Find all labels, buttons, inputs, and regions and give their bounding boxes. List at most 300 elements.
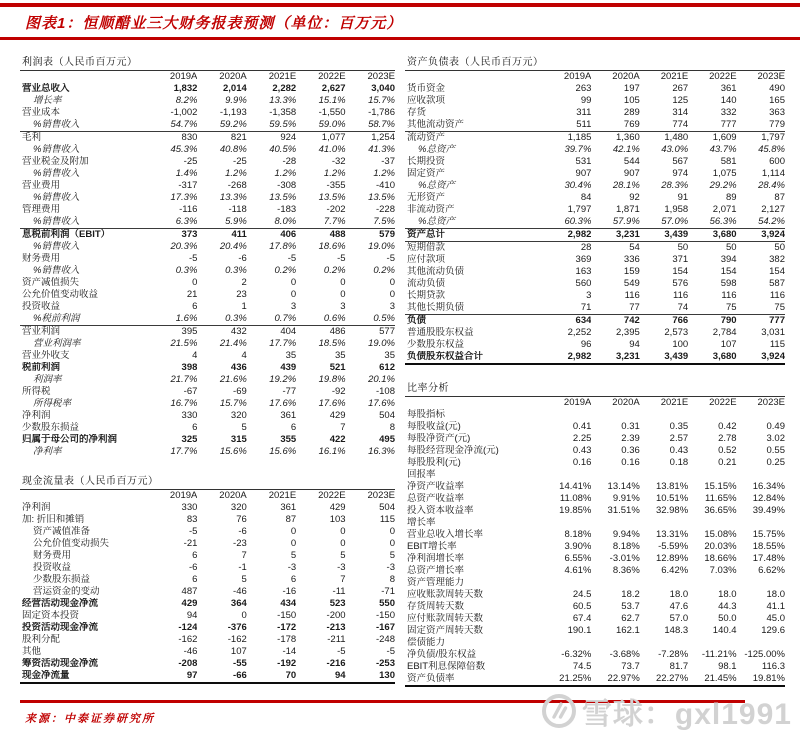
row-label: 总资产增长率 xyxy=(407,565,465,576)
cell-value: 129.6 xyxy=(761,625,785,636)
table-row xyxy=(405,637,785,649)
row-label: 投资收益 xyxy=(33,562,72,573)
row-label: %总资产 xyxy=(418,216,455,227)
cell-value: -7.28% xyxy=(658,649,689,660)
cell-value: -5 xyxy=(337,646,346,657)
cell-value: -5 xyxy=(337,253,346,264)
cell-value: -25 xyxy=(233,156,247,167)
cell-value: -150 xyxy=(277,610,297,621)
year-header: 2023E xyxy=(757,397,785,408)
cell-value: 28 xyxy=(580,242,592,253)
cell-value: 777 xyxy=(720,119,737,130)
cell-value: 130 xyxy=(346,670,395,683)
table-row xyxy=(405,242,785,255)
cell-value: 267 xyxy=(672,83,689,94)
cell-value: -3 xyxy=(386,562,395,573)
table-row xyxy=(20,204,395,216)
cell-value: 18.6% xyxy=(318,241,346,252)
table-row xyxy=(405,132,785,145)
xueqiu-watermark xyxy=(541,689,792,733)
cell-value: 18.0 xyxy=(669,589,689,600)
cell-value: 20.3% xyxy=(170,241,198,252)
cell-value: 0.43 xyxy=(669,445,689,456)
table-row xyxy=(20,634,395,646)
cell-value: 4 xyxy=(192,350,198,361)
table-row xyxy=(405,541,785,553)
table-row xyxy=(405,266,785,278)
cell-value: 47.6 xyxy=(669,601,689,612)
cell-value: 116 xyxy=(769,290,785,301)
table-row xyxy=(405,457,785,469)
cell-value: 766 xyxy=(640,315,688,328)
cell-value: 6.3% xyxy=(175,216,198,227)
cell-value: 75 xyxy=(774,302,785,313)
cell-value: 523 xyxy=(329,598,346,609)
cell-value: 382 xyxy=(769,254,785,265)
cell-value: 355 xyxy=(280,434,297,445)
table-row xyxy=(405,445,785,457)
cell-value: 74.5 xyxy=(572,661,592,672)
row-label: 净利率 xyxy=(33,446,62,457)
cell-value: -1,193 xyxy=(219,107,247,118)
cell-value: 50 xyxy=(774,242,785,253)
cell-value: 94 xyxy=(296,670,345,683)
table-row xyxy=(405,254,785,266)
row-label: 流动资产 xyxy=(405,132,543,145)
cell-value: 429 xyxy=(329,410,346,421)
cell-value: 404 xyxy=(247,326,296,339)
table-row xyxy=(405,409,785,421)
cell-value: 20.1% xyxy=(368,374,395,385)
cell-value: 20.03% xyxy=(704,541,737,552)
row-label: 股利分配 xyxy=(22,634,61,645)
cell-value: -1,002 xyxy=(170,107,198,118)
cell-value: 1.2% xyxy=(373,168,395,179)
row-label: 息税前利润（EBIT） xyxy=(20,229,148,242)
cell-value: 3,924 xyxy=(737,229,785,242)
table-row xyxy=(405,144,785,156)
cell-value: 17.48% xyxy=(752,553,785,564)
cell-value: -108 xyxy=(375,386,395,397)
table-row xyxy=(20,502,395,514)
cell-value: 57.9% xyxy=(612,216,640,227)
cell-value: 56.3% xyxy=(709,216,737,227)
table-title: 比率分析 xyxy=(405,378,785,397)
cell-value: -16 xyxy=(282,586,297,597)
cell-value: 14.41% xyxy=(559,481,592,492)
cell-value: 3,680 xyxy=(688,351,736,364)
cell-value: 5 xyxy=(241,422,247,433)
cell-value: 3,924 xyxy=(737,351,785,364)
cell-value: 924 xyxy=(247,132,296,145)
table-row xyxy=(20,446,395,458)
cell-value: 7 xyxy=(241,550,247,561)
cell-value: 488 xyxy=(296,229,345,242)
cell-value: 0.16 xyxy=(621,457,640,468)
cell-value: 2.57 xyxy=(669,433,689,444)
table-row xyxy=(405,469,785,481)
cell-value: 116 xyxy=(624,290,640,301)
cell-value: -6 xyxy=(238,253,247,264)
row-label: 负债股东权益合计 xyxy=(405,351,543,364)
section-label: 增长率 xyxy=(407,517,436,528)
cell-value: 21.5% xyxy=(170,338,198,349)
cell-value: -183 xyxy=(277,204,297,215)
cell-value: 57.0% xyxy=(661,216,689,227)
table-row xyxy=(20,216,395,229)
cell-value: 1,609 xyxy=(688,132,736,145)
row-label: 固定资本投资 xyxy=(22,610,80,621)
row-label: 每股股利(元) xyxy=(407,457,461,468)
row-label: 存货周转天数 xyxy=(407,601,465,612)
row-label: 加: 折旧和摊销 xyxy=(22,514,85,525)
cell-value: 325 xyxy=(181,434,198,445)
cell-value: 2.25 xyxy=(572,433,592,444)
report-figure xyxy=(0,3,800,733)
cell-value: 550 xyxy=(379,598,395,609)
cell-value: 96 xyxy=(580,339,592,350)
row-label: 所得税率 xyxy=(33,398,72,409)
table-row xyxy=(20,350,395,362)
year-header: 2021E xyxy=(268,490,297,501)
cell-value: 0.2% xyxy=(323,265,346,276)
cell-value: 60.5 xyxy=(572,601,592,612)
cell-value: 7.03% xyxy=(709,565,737,576)
row-label: 每股净资产(元) xyxy=(407,433,471,444)
cell-value: 100 xyxy=(672,339,689,350)
year-header: 2019A xyxy=(563,397,592,408)
table-row xyxy=(405,180,785,192)
cell-value: 1,480 xyxy=(640,132,688,145)
cell-value: 13.3% xyxy=(219,192,247,203)
cell-value: 2,127 xyxy=(761,204,785,215)
cell-value: 0 xyxy=(340,277,346,288)
cell-value: 154 xyxy=(769,266,785,277)
cell-value: 0.43 xyxy=(572,445,592,456)
cell-value: 777 xyxy=(737,315,785,328)
cell-value: 0.49 xyxy=(766,421,785,432)
cell-value: 600 xyxy=(769,156,785,167)
cell-value: -192 xyxy=(277,658,297,669)
cell-value: 363 xyxy=(769,107,785,118)
cell-value: 487 xyxy=(181,586,198,597)
cell-value: 5 xyxy=(290,550,297,561)
cell-value: 974 xyxy=(672,168,689,179)
cell-value: -3.68% xyxy=(609,649,640,660)
cell-value: 17.7% xyxy=(170,446,198,457)
cell-value: 115 xyxy=(769,339,785,350)
cell-value: 197 xyxy=(623,83,640,94)
table-row xyxy=(20,132,395,145)
cell-value: 18.0 xyxy=(766,589,785,600)
table-row xyxy=(405,661,785,673)
cell-value: 89 xyxy=(725,192,737,203)
table-row xyxy=(405,649,785,661)
cell-value: 581 xyxy=(720,156,737,167)
cell-value: -5.59% xyxy=(658,541,689,552)
cell-value: 13.31% xyxy=(655,529,689,540)
table-row xyxy=(20,229,395,242)
cell-value: 15.15% xyxy=(704,481,737,492)
cell-value: 45.3% xyxy=(170,144,198,155)
row-label: %销售收入 xyxy=(33,119,80,130)
cell-value: 107 xyxy=(720,339,737,350)
table-row xyxy=(20,374,395,386)
cell-value: 336 xyxy=(623,254,640,265)
row-label: 短期借款 xyxy=(407,242,446,253)
cell-value: 92 xyxy=(629,192,640,203)
cell-value: 31.51% xyxy=(607,505,640,516)
cell-value: 91 xyxy=(677,192,689,203)
cell-value: 116 xyxy=(673,290,689,301)
cell-value: 531 xyxy=(575,156,592,167)
cell-value: 830 xyxy=(148,132,197,145)
cell-value: 59.0% xyxy=(318,119,346,130)
cell-value: -162 xyxy=(227,634,247,645)
cell-value: 140 xyxy=(720,95,737,106)
row-label: 增长率 xyxy=(33,95,62,106)
cell-value: 1.6% xyxy=(175,313,198,324)
table-row xyxy=(405,421,785,433)
year-header: 2022E xyxy=(318,71,346,82)
cell-value: 28.4% xyxy=(758,180,785,191)
header-spacer xyxy=(405,397,543,409)
cell-value: 560 xyxy=(575,278,592,289)
cell-value: 125 xyxy=(672,95,689,106)
year-header: 2023E xyxy=(367,490,395,501)
cell-value: 54.2% xyxy=(758,216,785,227)
cell-value: -67 xyxy=(183,386,198,397)
table-row xyxy=(20,362,395,374)
cell-value: 0.7% xyxy=(274,313,297,324)
cell-value: -92 xyxy=(331,386,346,397)
cell-value: 62.7 xyxy=(621,613,640,624)
table-row xyxy=(405,327,785,339)
table-row xyxy=(405,119,785,132)
cell-value: 6 xyxy=(290,422,297,433)
cell-value: 769 xyxy=(623,119,640,130)
row-label: %税前利润 xyxy=(33,313,80,324)
row-label: 无形资产 xyxy=(407,192,446,203)
cell-value: 3,231 xyxy=(591,351,639,364)
figure-title: 图表1：恒顺醋业三大财务报表预测（单位：百万元） xyxy=(25,15,403,32)
year-header-row xyxy=(405,397,785,409)
cell-value: 76 xyxy=(236,514,247,525)
table-title: 现金流量表（人民币百万元） xyxy=(20,471,395,490)
cell-value: 511 xyxy=(576,119,592,130)
cell-value: 1,797 xyxy=(737,132,785,145)
cell-value: 907 xyxy=(575,168,592,179)
cell-value: 790 xyxy=(688,315,736,328)
cell-value: 87 xyxy=(774,192,785,203)
cell-value: 116.3 xyxy=(761,661,785,672)
cell-value: 434 xyxy=(280,598,297,609)
table-row xyxy=(405,481,785,493)
cell-value: 436 xyxy=(230,362,247,373)
cell-value: 2,982 xyxy=(543,229,591,242)
data-table xyxy=(405,397,785,687)
cell-value: 41.1 xyxy=(766,601,785,612)
row-label: 营业税金及附加 xyxy=(22,156,89,167)
cell-value: 35 xyxy=(285,350,297,361)
cell-value: -1 xyxy=(238,562,247,573)
cell-value: 411 xyxy=(197,229,246,242)
table-row xyxy=(405,339,785,351)
cell-value: 12.89% xyxy=(655,553,689,564)
cell-value: -376 xyxy=(227,622,247,633)
cell-value: -28 xyxy=(282,156,297,167)
cell-value: 3 xyxy=(586,290,592,301)
row-label: %销售收入 xyxy=(33,192,80,203)
cell-value: 39.49% xyxy=(752,505,785,516)
cell-value: 83 xyxy=(186,514,198,525)
table-row xyxy=(20,241,395,253)
table-row xyxy=(405,216,785,229)
cell-value: 15.6% xyxy=(219,446,247,457)
cell-value: 74 xyxy=(677,302,689,313)
cell-value: 19.85% xyxy=(559,505,592,516)
row-label: %总资产 xyxy=(418,180,455,191)
row-label: %销售收入 xyxy=(33,265,80,276)
table-row xyxy=(20,562,395,574)
cell-value: 369 xyxy=(575,254,592,265)
cell-value: 0.42 xyxy=(718,421,737,432)
cell-value: 116 xyxy=(721,290,737,301)
cell-value: 15.7% xyxy=(219,398,247,409)
cell-value: 4.61% xyxy=(564,565,592,576)
cell-value: 21.7% xyxy=(170,374,198,385)
table-row xyxy=(20,514,395,526)
cell-value: 21.4% xyxy=(219,338,247,349)
cell-value: 21 xyxy=(186,289,198,300)
cell-value: 41.0% xyxy=(318,144,346,155)
row-label: 投资活动现金净流 xyxy=(22,622,99,633)
cell-value: 44.3 xyxy=(718,601,737,612)
year-header: 2022E xyxy=(709,71,737,82)
cell-value: 57.0 xyxy=(669,613,689,624)
cell-value: 1,832 xyxy=(173,83,198,94)
row-label: %销售收入 xyxy=(33,168,80,179)
row-label: 营业总收入 xyxy=(22,83,70,94)
cell-value: 18.5% xyxy=(318,338,346,349)
cell-value: 3,439 xyxy=(640,351,688,364)
cell-value: 50.0 xyxy=(718,613,737,624)
cell-value: 54.7% xyxy=(170,119,198,130)
cell-value: 3,680 xyxy=(688,229,736,242)
table-row xyxy=(405,302,785,315)
cell-value: 41.3% xyxy=(368,144,395,155)
cell-value: -32 xyxy=(331,156,346,167)
cell-value: 24.5 xyxy=(572,589,592,600)
cell-value: -228 xyxy=(375,204,395,215)
cell-value: 70 xyxy=(247,670,296,683)
cell-value: 15.6% xyxy=(269,446,297,457)
cell-value: -55 xyxy=(233,658,247,669)
cell-value: 13.14% xyxy=(607,481,640,492)
row-label: 应收账款周转天数 xyxy=(407,589,484,600)
cell-value: 94 xyxy=(186,610,198,621)
table-row xyxy=(20,144,395,156)
table-row xyxy=(405,601,785,613)
cell-value: -213 xyxy=(326,622,346,633)
cell-value: 4 xyxy=(241,350,247,361)
cell-value: -14 xyxy=(282,646,297,657)
cell-value: 429 xyxy=(181,598,198,609)
cell-value: 567 xyxy=(672,156,689,167)
row-label: 营运资金的变动 xyxy=(33,586,100,597)
cell-value: 17.7% xyxy=(269,338,297,349)
table-row xyxy=(405,192,785,204)
income-statement-table xyxy=(20,52,395,458)
cell-value: 0.16 xyxy=(572,457,592,468)
cell-value: 154 xyxy=(672,266,689,277)
row-label: %总资产 xyxy=(418,144,455,155)
cell-value: -3 xyxy=(287,562,297,573)
cell-value: 19.81% xyxy=(737,673,785,686)
cell-value: 21.6% xyxy=(219,374,247,385)
table-row xyxy=(405,589,785,601)
cell-value: 320 xyxy=(230,410,247,421)
cell-value: 105 xyxy=(623,95,640,106)
cell-value: 0.6% xyxy=(323,313,346,324)
cell-value: -355 xyxy=(326,180,346,191)
cell-value: 5.9% xyxy=(225,216,247,227)
cell-value: -178 xyxy=(277,634,297,645)
cell-value: 29.2% xyxy=(709,180,737,191)
year-header: 2019A xyxy=(169,71,198,82)
cell-value: 5 xyxy=(389,550,395,561)
cell-value: 2,784 xyxy=(712,327,737,338)
cell-value: 59.5% xyxy=(269,119,297,130)
cell-value: 0 xyxy=(389,289,395,300)
row-label: 应收款项 xyxy=(407,95,446,106)
cell-value: 28.3% xyxy=(661,180,689,191)
cell-value: 1.4% xyxy=(175,168,198,179)
cell-value: 23 xyxy=(236,289,247,300)
cell-value: -46 xyxy=(233,586,247,597)
cell-value: 0 xyxy=(389,526,395,537)
xueqiu-logo-icon xyxy=(541,693,577,729)
cell-value: 21.45% xyxy=(688,673,736,686)
cell-value: 0.3% xyxy=(175,265,198,276)
cell-value: 40.8% xyxy=(219,144,247,155)
cell-value: -118 xyxy=(228,204,247,215)
balance-sheet-table xyxy=(405,52,785,365)
table-row xyxy=(20,610,395,622)
cell-value: 30.4% xyxy=(564,180,592,191)
cell-value: 162.1 xyxy=(616,625,640,636)
cell-value: 0 xyxy=(389,538,395,549)
cell-value: 3 xyxy=(340,301,346,312)
cell-value: 1,797 xyxy=(567,204,592,215)
year-header: 2019A xyxy=(563,71,592,82)
table-row xyxy=(20,646,395,658)
cell-value: -162 xyxy=(178,634,198,645)
cell-value: 612 xyxy=(379,362,395,373)
cell-value: 0.3% xyxy=(225,313,247,324)
table-row xyxy=(20,550,395,562)
cell-value: 36.65% xyxy=(704,505,737,516)
cell-value: 2,395 xyxy=(616,327,640,338)
cell-value: 40.5% xyxy=(269,144,297,155)
cell-value: -211 xyxy=(327,634,346,645)
cell-value: -23 xyxy=(233,538,247,549)
cell-value: 5 xyxy=(241,574,247,585)
cell-value: 154 xyxy=(720,266,737,277)
table-row xyxy=(20,83,395,95)
header-spacer xyxy=(20,71,148,83)
cell-value: 6.42% xyxy=(661,565,689,576)
